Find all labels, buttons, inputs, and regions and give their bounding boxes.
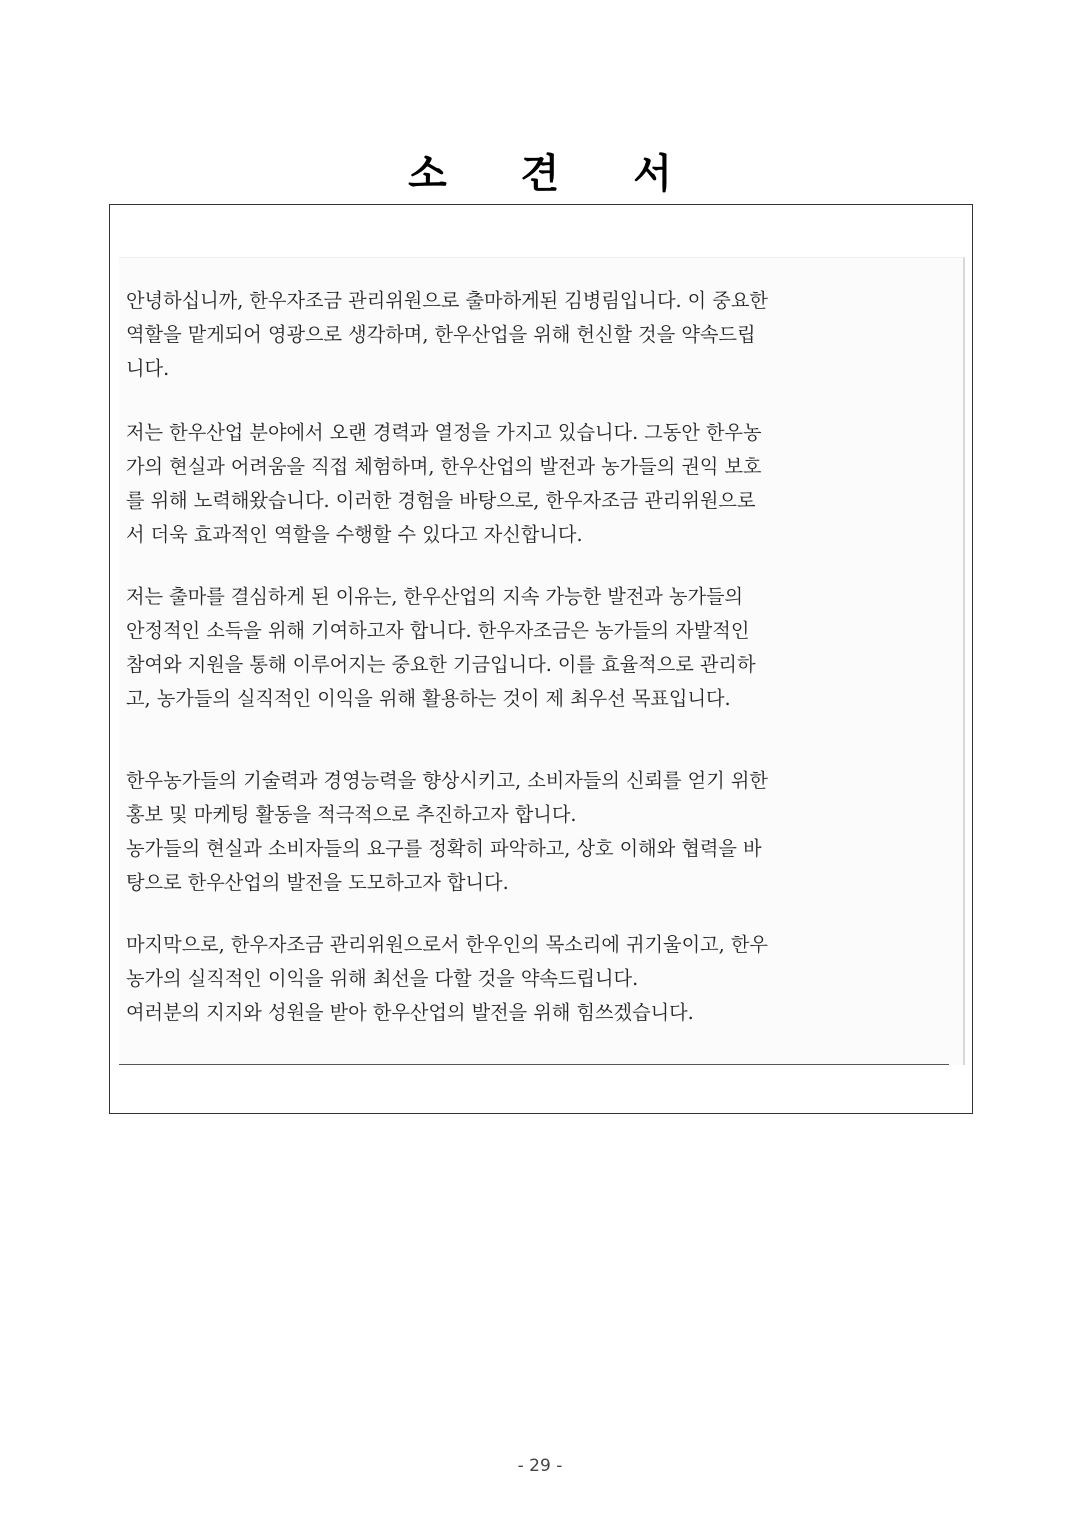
bottom-rule — [119, 1064, 949, 1065]
text-line: 홍보 및 마케팅 활동을 적극적으로 추진하고자 합니다. — [126, 803, 577, 826]
text-line: 참여와 지원을 통해 이루어지는 중요한 기금입니다. 이를 효율적으로 관리하 — [126, 653, 756, 676]
page-number: - 29 - — [517, 1456, 563, 1476]
text-line: 저는 출마를 결심하게 된 이유는, 한우산업의 지속 가능한 발전과 농가들의 — [126, 585, 744, 608]
paragraph-motivation — [126, 580, 962, 716]
scanned-statement-text — [119, 257, 965, 1065]
text-line: 농가들의 현실과 소비자들의 요구를 정확히 파악하고, 상호 이해와 협력을 바 — [126, 837, 762, 860]
text-line: 고, 농가들의 실직적인 이익을 위해 활용하는 것이 제 최우선 목표입니다. — [126, 687, 731, 710]
text-line: 한우농가들의 기술력과 경영능력을 향상시키고, 소비자들의 신뢰를 얻기 위한 — [126, 769, 768, 792]
paragraph-experience — [126, 416, 962, 552]
paragraph-plans — [126, 764, 962, 900]
text-line: 니다. — [126, 357, 170, 380]
text-line: 를 위해 노력해왔습니다. 이러한 경험을 바탕으로, 한우자조금 관리위원으로 — [126, 489, 756, 512]
text-line: 저는 한우산업 분야에서 오랜 경력과 열정을 가지고 있습니다. 그동안 한우농 — [126, 421, 762, 444]
text-line: 탕으로 한우산업의 발전을 도모하고자 합니다. — [126, 871, 509, 894]
text-line: 농가의 실직적인 이익을 위해 최선을 다할 것을 약속드립니다. — [126, 967, 639, 990]
text-line: 가의 현실과 어려움을 직접 체험하며, 한우산업의 발전과 농가들의 권익 보호 — [126, 455, 762, 478]
statement-frame — [109, 204, 973, 1114]
document-title: 소 견 서 — [408, 151, 702, 197]
text-line: 마지막으로, 한우자조금 관리위원으로서 한우인의 목소리에 귀기울이고, 한우 — [126, 933, 768, 956]
text-line: 안정적인 소득을 위해 기여하고자 합니다. 한우자조금은 농가들의 자발적인 — [126, 619, 750, 642]
paragraph-greeting — [126, 284, 962, 386]
text-line: 안녕하십니까, 한우자조금 관리위원으로 출마하게된 김병림입니다. 이 중요한 — [126, 289, 768, 312]
text-line: 서 더욱 효과적인 역할을 수행할 수 있다고 자신합니다. — [126, 523, 583, 546]
paragraph-closing — [126, 928, 962, 1030]
text-line: 역할을 맡게되어 영광으로 생각하며, 한우산업을 위해 헌신할 것을 약속드립 — [126, 323, 756, 346]
text-line: 여러분의 지지와 성원을 받아 한우산업의 발전을 위해 힘쓰겠습니다. — [126, 1001, 694, 1024]
